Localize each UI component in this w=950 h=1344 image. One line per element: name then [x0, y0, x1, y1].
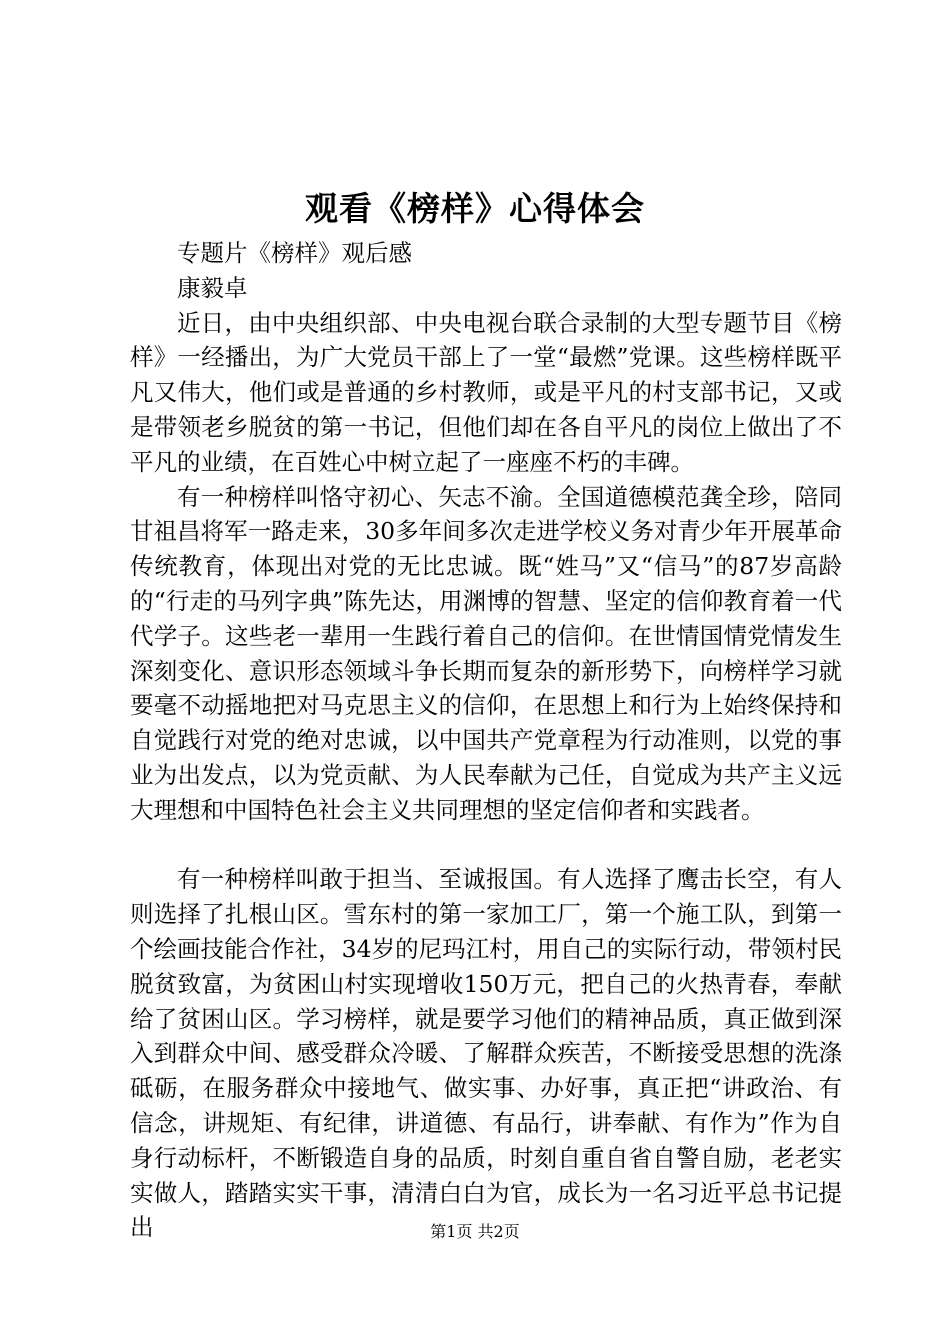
page-footer: 第1页 共2页	[430, 1222, 520, 1241]
paragraph: 有一种榜样叫恪守初心、矢志不渝。全国道德模范龚全珍，陪同甘祖昌将军一路走来，30多年间多次走进学校义务对青少年开展革命传统教育，体现出对党的无比忠诚。既“姓马”又“信马”的87岁高龄的“行走的马列字典”陈先达，用渊博的智慧、坚定的信仰教育着一代代学子。这些老一辈用一生践行着自己的信仰。在世情国情党情发生深刻变化、意识形态领域斗争长期而复杂的新形势下，向榜样学习就要毫不动摇地把对马克思主义的信仰，在思想上和行为上始终保持和自觉践行对党的绝对忠诚，以中国共产党章程为行动准则，以党的事业为出发点，以为党贡献、为人民奉献为己任，自觉成为共产主义远大理想和中国特色社会主义共同理想的坚定信仰者和实践者。	[130, 482, 842, 824]
document-subtitle: 专题片《榜样》观后感	[177, 239, 412, 267]
paragraph: 近日，由中央组织部、中央电视台联合录制的大型专题节目《榜样》一经播出，为广大党员干部上了一堂“最燃”党课。这些榜样既平凡又伟大，他们或是普通的乡村教师，或是平凡的村支部书记，又或是带领老乡脱贫的第一书记，但他们却在各自平凡的岗位上做出了不平凡的业绩，在百姓心中树立起了一座座不朽的丰碑。	[130, 308, 842, 476]
document-title: 观看《榜样》心得体会	[305, 189, 645, 228]
document-author: 康毅卓	[177, 273, 248, 302]
paragraph: 有一种榜样叫敢于担当、至诚报国。有人选择了鹰击长空，有人则选择了扎根山区。雪东村的第一家加工厂，第一个施工队，到第一个绘画技能合作社，34岁的尼玛江村，用自己的实际行动，带领村民脱贫致富，为贫困山村实现增收150万元，把自己的火热青春，奉献给了贫困山区。学习榜样，就是要学习他们的精神品质，真正做到深入到群众中间、感受群众冷暖、了解群众疾苦，不断接受思想的洗涤砥砺，在服务群众中接地气、做实事、办好事，真正把“讲政治、有信念，讲规矩、有纪律，讲道德、有品行，讲奉献、有作为”作为自身行动标杆，不断锻造自身的品质，时刻自重自省自警自励，老老实实做人，踏踏实实干事，清清白白为官，成长为一名习近平总书记提出	[130, 865, 842, 1242]
document-body	[130, 236, 842, 1245]
